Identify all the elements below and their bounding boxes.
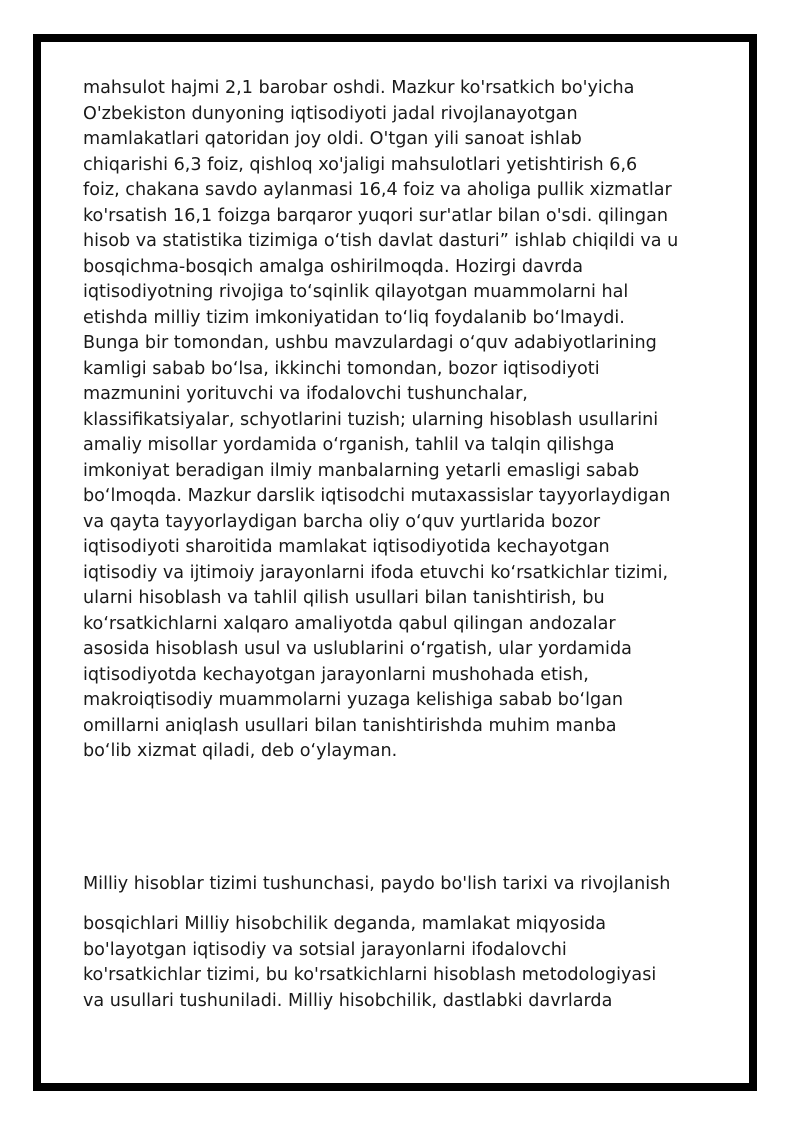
text-line: ularni hisoblash va tahlil qilish usullari bilan tanishtirish, bu [83, 588, 605, 608]
text-line: bo'layotgan iqtisodiy va sotsial jarayonlarni ifodalovchi [83, 939, 567, 960]
second-paragraph [83, 912, 656, 1014]
text-line: imkoniyat beradigan ilmiy manbalarning yetarli emasligi sabab [83, 460, 640, 481]
text-line: hisob va statistika tizimiga o‘tish davlat dasturi” ishlab chiqildi va u [83, 231, 679, 251]
text-line: mazmunini yorituvchi va ifodalovchi tushunchalar, [83, 384, 528, 404]
text-line: O'zbekiston dunyoning iqtisodiyoti jadal rivojlanayotgan [83, 103, 578, 124]
text-line: mamlakatlari qatoridan joy oldi. O'tgan yili sanoat ishlab [83, 129, 582, 149]
text-line: bo‘lib xizmat qiladi, deb o‘ylayman. [83, 741, 398, 761]
section-heading-line [83, 872, 670, 898]
text-line: ko‘rsatkichlarni xalqaro amaliyotda qabul qilingan andozalar [83, 613, 616, 634]
text-line: amaliy misollar yordamida o‘rganish, tahlil va talqin qilishga [83, 435, 615, 455]
text-line: bo‘lmoqda. Mazkur darslik iqtisodchi mutaxassislar tayyorlaydigan [83, 486, 671, 506]
text-line: Bunga bir tomondan, ushbu mavzulardagi o‘quv adabiyotlarining [83, 333, 657, 353]
text-line: kamligi sabab bo‘lsa, ikkinchi tomondan, bozor iqtisodiyoti [83, 358, 600, 379]
text-line: bosqichlari Milliy hisobchilik deganda, mamlakat miqyosida [83, 914, 606, 934]
text-line: iqtisodiyotda kechayotgan jarayonlarni mushohada etish, [83, 664, 589, 685]
document-text-body [83, 76, 763, 1011]
text-line: etishda milliy tizim imkoniyatidan to‘liq foydalanib bo‘lmaydi. [83, 307, 625, 328]
text-line: ko'rsatkichlar tizimi, bu ko'rsatkichlarni hisoblash metodologiyasi [83, 965, 657, 985]
text-line: makroiqtisodiy muammolarni yuzaga kelishiga sabab bo‘lgan [83, 690, 624, 710]
text-line: iqtisodiy va ijtimoiy jarayonlarni ifoda etuvchi ko‘rsatkichlar tizimi, [83, 562, 669, 583]
text-line: va qayta tayyorlaydigan barcha oliy o‘quv yurtlarida bozor [83, 511, 601, 532]
text-line: bosqichma-bosqich amalga oshirilmoqda. Hozirgi davrda [83, 256, 584, 277]
text-line: iqtisodiyoti sharoitida mamlakat iqtisodiyotida kechayotgan [83, 537, 610, 557]
text-line: va usullari tushuniladi. Milliy hisobchilik, dastlabki davrlarda [83, 990, 613, 1011]
text-line: chiqarishi 6,3 foiz, qishloq xo'jaligi mahsulotlari yetishtirish 6,6 [83, 154, 638, 175]
text-line: omillarni aniqlash usullari bilan tanishtirishda muhim manba [83, 715, 617, 736]
heading-text: Milliy hisoblar tizimi tushunchasi, paydo bo'lish tarixi va rivojlanish [83, 874, 671, 894]
text-line: asosida hisoblash usul va uslublarini o‘rgatish, ular yordamida [83, 639, 632, 659]
text-line: klassifikatsiyalar, schyotlarini tuzish; ularning hisoblash usullarini [83, 409, 659, 430]
text-line: mahsulot hajmi 2,1 barobar oshdi. Mazkur ko'rsatkich bo'yicha [83, 78, 635, 98]
main-paragraph [83, 76, 763, 765]
text-line: foiz, chakana savdo aylanmasi 16,4 foiz va aholiga pullik xizmatlar [83, 180, 672, 200]
text-line: ko'rsatish 16,1 foizga barqaror yuqori sur'atlar bilan o'sdi. qilingan [83, 205, 669, 226]
text-line: iqtisodiyotning rivojiga to‘sqinlik qilayotgan muammolarni hal [83, 282, 629, 302]
